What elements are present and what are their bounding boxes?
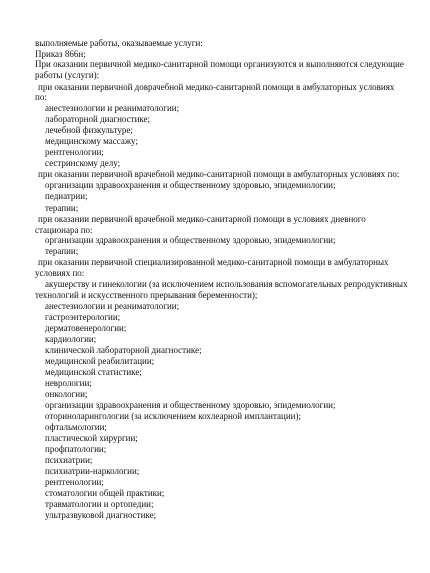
- text-line: медицинской статистике;: [45, 367, 142, 377]
- text-line: терапии;: [45, 246, 79, 256]
- text-line: клинической лабораторной диагностике;: [45, 345, 202, 355]
- text-line: условиях по:: [35, 268, 85, 278]
- text-line: технологий и искусственного прерывания беременности);: [35, 290, 258, 300]
- text-line: лабораторной диагностике;: [45, 114, 151, 124]
- text-line: при оказании первичной врачебной медико-санитарной помощи в условиях дневного: [38, 214, 366, 224]
- text-line: дерматовенерологии;: [45, 323, 127, 333]
- text-line: неврологии;: [45, 378, 92, 388]
- text-line: психиатрии;: [45, 455, 93, 465]
- text-line: Приказ 866н;: [35, 49, 86, 59]
- text-line: лечебной физкультуре;: [45, 125, 133, 135]
- text-line: организации здравоохранения и общественному здоровью, эпидемиологии;: [45, 180, 336, 190]
- text-line: по:: [35, 92, 47, 102]
- text-line: рентгенологии;: [45, 147, 104, 157]
- text-line: организации здравоохранения и общественному здоровью, эпидемиологии;: [45, 235, 336, 245]
- text-line: травматологии и ортопедии;: [45, 499, 154, 509]
- text-line: профпатологии;: [45, 444, 107, 454]
- text-line: офтальмологии;: [45, 422, 107, 432]
- text-line: сестринскому делу;: [45, 158, 121, 168]
- text-line: медицинской реабилитации;: [45, 356, 155, 366]
- text-line: терапии;: [45, 203, 79, 213]
- text-line: при оказании первичной доврачебной медико-санитарной помощи в амбулаторных условиях: [38, 82, 395, 92]
- text-line: пластической хирургии;: [45, 433, 138, 443]
- text-line: стоматологии общей практики;: [45, 488, 165, 498]
- text-line: выполняемые работы, оказываемые услуги:: [35, 38, 203, 48]
- text-line: медицинскому массажу;: [45, 136, 138, 146]
- text-line: кардиологии;: [45, 334, 97, 344]
- text-line: рентгенологии;: [45, 477, 104, 487]
- text-line: оториноларингологии (за исключением кохлеарной имплантации);: [45, 411, 301, 421]
- text-line: организации здравоохранения и общественному здоровью, эпидемиологии;: [45, 400, 336, 410]
- text-line: анестезиологии и реаниматологии;: [45, 301, 180, 311]
- text-line: стационара по:: [35, 225, 93, 235]
- text-line: педиатрии;: [45, 191, 88, 201]
- text-line: при оказании первичной специализированной медико-санитарной помощи в амбулаторных: [38, 257, 389, 267]
- text-line: работы (услуги):: [35, 70, 100, 80]
- text-line: гастроэнтерологии;: [45, 312, 121, 322]
- text-line: анестезиологии и реаниматологии;: [45, 103, 180, 113]
- text-line: ультразвуковой диагностике;: [45, 510, 157, 520]
- text-line: акушерству и гинекологии (за исключением использования вспомогательных репродуктивных: [45, 279, 408, 289]
- text-line: При оказании первичной медико-санитарной помощи организуются и выполняются следующие: [35, 59, 404, 69]
- text-line: психиатрии-наркологии;: [45, 466, 140, 476]
- text-line: онкологии;: [45, 389, 88, 399]
- text-line: при оказании первичной врачебной медико-санитарной помощи в амбулаторных условиях по:: [38, 169, 400, 179]
